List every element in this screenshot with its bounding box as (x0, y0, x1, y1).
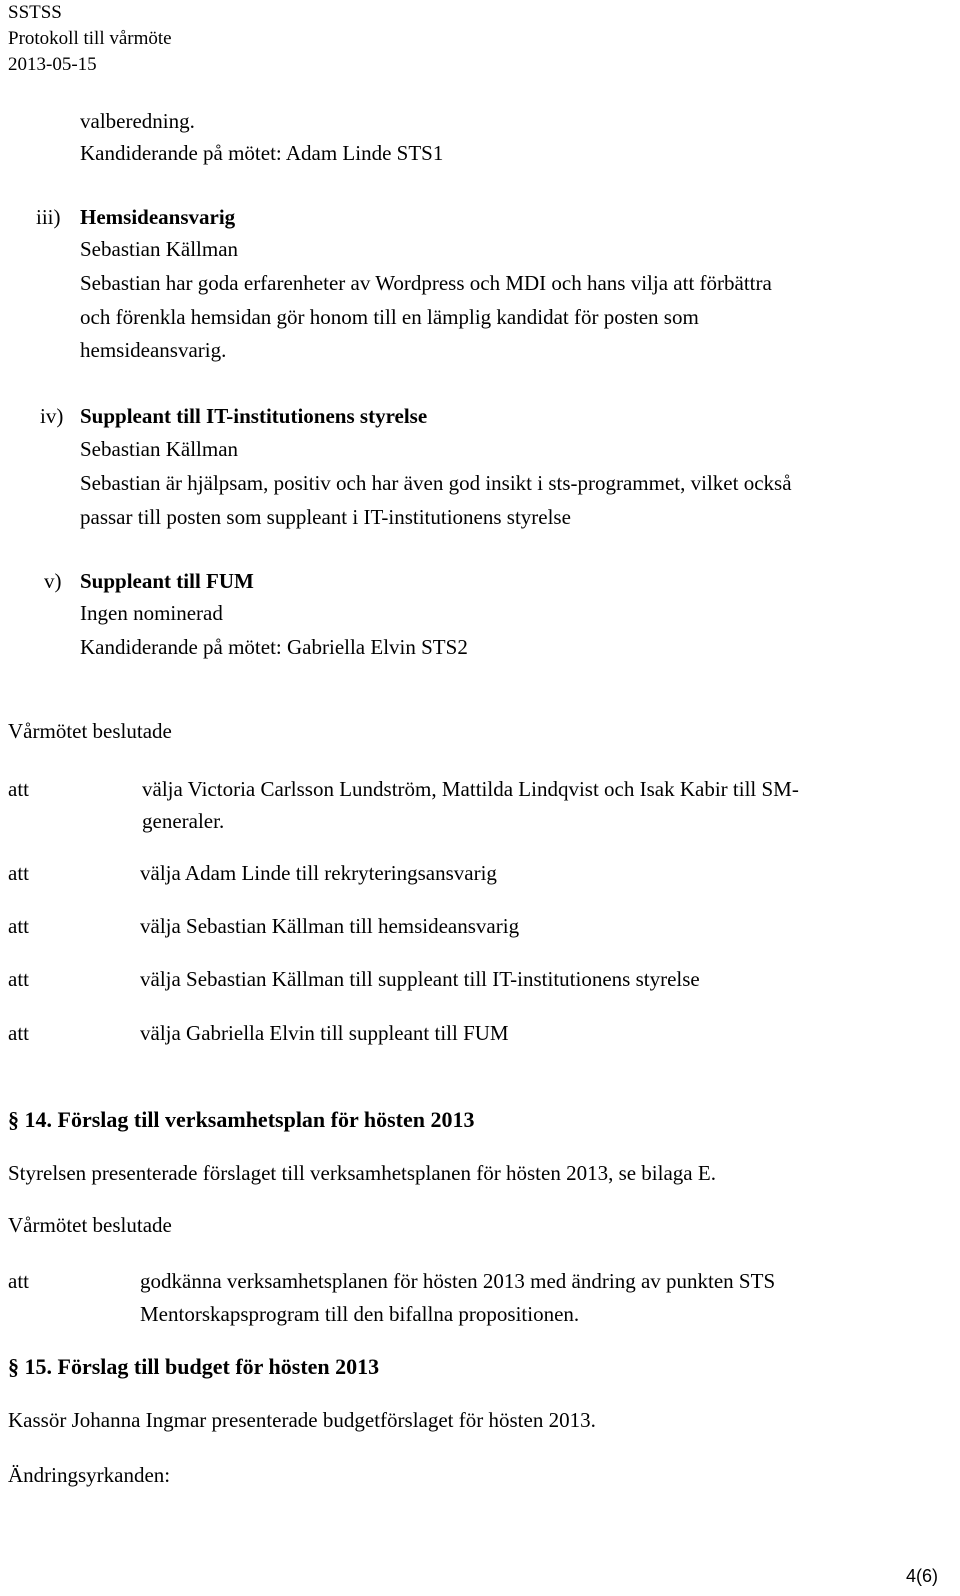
decision-row: Mentorskapsprogram till den bifallna propositionen. (140, 1302, 580, 1326)
item-text: hemsideansvarig. (80, 338, 227, 362)
item-text: passar till posten som suppleant i IT-institutionens styrelse (80, 505, 571, 529)
item-text: Kandiderande på mötet: Gabriella Elvin STS2 (80, 635, 468, 659)
item-text: Sebastian har goda erfarenheter av Wordpress och MDI och hans vilja att förbättra (80, 271, 772, 295)
decision-heading: Vårmötet beslutade (8, 719, 172, 743)
decision-row: välja Adam Linde till rekryteringsansvarig (140, 861, 497, 885)
section-14-title: § 14. Förslag till verksamhetsplan för hösten 2013 (8, 1107, 475, 1132)
item-nominee: Ingen nominerad (80, 601, 223, 625)
section-15-title: § 15. Förslag till budget för hösten 2013 (8, 1354, 380, 1379)
decision-row: välja Sebastian Källman till suppleant till IT-institutionens styrelse (140, 967, 700, 991)
item-number: iv) (40, 404, 64, 428)
att-label: att (8, 967, 29, 991)
item-number: iii) (36, 205, 61, 229)
header-date: 2013-05-15 (8, 54, 97, 75)
intro-line-2: Kandiderande på mötet: Adam Linde STS1 (80, 141, 444, 165)
item-title: Hemsideansvarig (80, 205, 236, 229)
header-title: Protokoll till vårmöte (8, 28, 172, 49)
att-label: att (8, 914, 29, 938)
decision-row: godkänna verksamhetsplanen för hösten 2013 med ändring av punkten STS (140, 1269, 776, 1293)
header-org: SSTSS (8, 2, 62, 23)
att-label: att (8, 1269, 29, 1293)
item-nominee: Sebastian Källman (80, 437, 239, 461)
att-label: att (8, 861, 29, 885)
item-text: och förenkla hemsidan gör honom till en lämplig kandidat för posten som (80, 305, 699, 329)
item-nominee: Sebastian Källman (80, 237, 239, 261)
decision-row: generaler. (142, 809, 225, 833)
att-label: att (8, 777, 29, 801)
item-title: Suppleant till IT-institutionens styrelse (80, 404, 428, 428)
att-label: att (8, 1021, 29, 1045)
item-number: v) (44, 569, 62, 593)
amendments-heading: Ändringsyrkanden: (8, 1463, 171, 1487)
page-number: 4(6) (906, 1566, 939, 1586)
item-title: Suppleant till FUM (80, 569, 254, 593)
section-14-text: Styrelsen presenterade förslaget till verksamhetsplanen för hösten 2013, se bilaga E. (8, 1161, 716, 1185)
decision-row: välja Sebastian Källman till hemsideansvarig (140, 914, 520, 938)
decision-row: välja Victoria Carlsson Lundström, Mattilda Lindqvist och Isak Kabir till SM- (142, 777, 799, 801)
decision-row: välja Gabriella Elvin till suppleant till FUM (140, 1021, 509, 1045)
decision-heading: Vårmötet beslutade (8, 1213, 172, 1237)
section-15-text: Kassör Johanna Ingmar presenterade budgetförslaget för hösten 2013. (8, 1408, 596, 1432)
item-text: Sebastian är hjälpsam, positiv och har även god insikt i sts-programmet, vilket också (80, 471, 792, 495)
intro-line-1: valberedning. (80, 109, 195, 133)
